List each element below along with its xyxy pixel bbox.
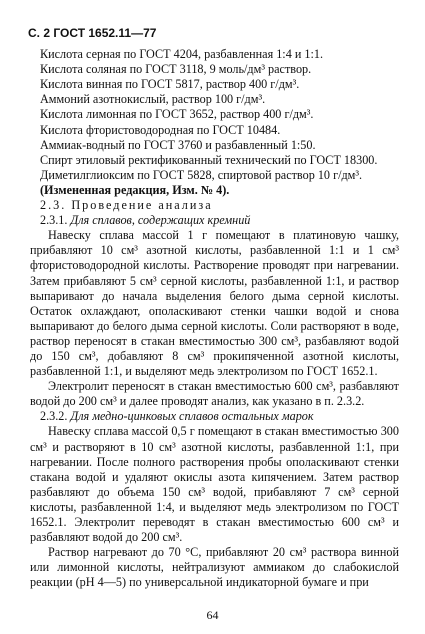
reagent-item: Диметилглиоксим по ГОСТ 5828, спиртовой раствор 10 г/дм³. bbox=[40, 167, 363, 182]
reagent-list bbox=[30, 47, 399, 183]
subsection-title: Для медно-цинковых сплавов остальных марок bbox=[70, 409, 314, 424]
reagent-item: Спирт этиловый ректификованный технический по ГОСТ 18300. bbox=[40, 152, 378, 167]
revision-note: (Измененная редакция, Изм. № 4). bbox=[40, 182, 230, 197]
paragraph: Электролит переносят в стакан вместимостью 600 см³, разбавляют водой до 200 см³ и далее проводят анализ, как указано в п. 2.3.2. bbox=[30, 379, 399, 409]
subsection-number: 2.3.2. bbox=[40, 409, 68, 424]
paragraph: Навеску сплава массой 1 г помещают в платиновую чашку, прибавляют 10 см³ азотной кислоты, разбавленной 1:1 и 1 см³ фтористоводородной кислоты. Растворение проводят при нагревании. Затем прибавляют 5 см³ серной кислоты, разбавленной 1:1, и раствор выпаривают до начала выделения белого дыма серной кислоты. Остаток охлаждают, ополаскивают стенки чашки водой и снова выпаривают до белого дыма серной кислоты. Соли растворяют в воде, раствор переносят в стакан вместимостью 300 см³, разбавляют водой до 150 см³, добавляют 8 см³ прокипяченной азотной кислоты, разбавленной 1:1, и выделяют медь электролизом по ГОСТ 1652.1. bbox=[30, 228, 399, 379]
paragraph: Навеску сплава массой 0,5 г помещают в стакан вместимостью 300 см³ и растворяют в 10 см³ азотной кислоты, разбавленной 1:1, при нагревании. После полного растворения пробы ополаскивают стенки стакана водой и удаляют окислы азота кипячением. Затем раствор разбавляют до объема 150 см³ водой, прибавляют 7 см³ серной кислоты, разбавленной 1:4, и выделяют медь электролизом по ГОСТ 1652.1. Электролит переводят в стакан вместимостью 600 см³ и разбавляют водой до 200 см³. bbox=[30, 424, 399, 545]
reagent-item: Кислота винная по ГОСТ 5817, раствор 400 г/дм³. bbox=[40, 77, 300, 92]
reagent-item: Кислота соляная по ГОСТ 3118, 9 моль/дм³ раствор. bbox=[40, 62, 312, 77]
reagent-item: Аммоний азотнокислый, раствор 100 г/дм³. bbox=[40, 92, 266, 107]
reagent-item: Кислота фтористоводородная по ГОСТ 10484. bbox=[40, 122, 281, 137]
page-header: С. 2 ГОСТ 1652.11—77 bbox=[28, 26, 157, 40]
subsection-heading-2-3-1 bbox=[30, 213, 399, 228]
paragraph: Раствор нагревают до 70 °С, прибавляют 20 см³ раствора винной или лимонной кислоты, нейтрализуют аммиаком до слабокислой реакции (рН 4—5) по универсальной индикаторной бумаге и при bbox=[30, 545, 399, 590]
section-heading-2-3: 2.3. Проведение анализа bbox=[40, 198, 213, 213]
reagent-item: Кислота лимонная по ГОСТ 3652, раствор 400 г/дм³. bbox=[40, 107, 314, 122]
subsection-heading-2-3-2 bbox=[30, 409, 399, 424]
subsection-title: Для сплавов, содержащих кремний bbox=[70, 213, 251, 228]
subsection-number: 2.3.1. bbox=[40, 213, 68, 228]
page-number: 64 bbox=[206, 608, 219, 622]
reagent-item: Аммиак-водный по ГОСТ 3760 и разбавленный 1:50. bbox=[40, 137, 316, 152]
reagent-item: Кислота серная по ГОСТ 4204, разбавленная 1:4 и 1:1. bbox=[40, 47, 324, 62]
